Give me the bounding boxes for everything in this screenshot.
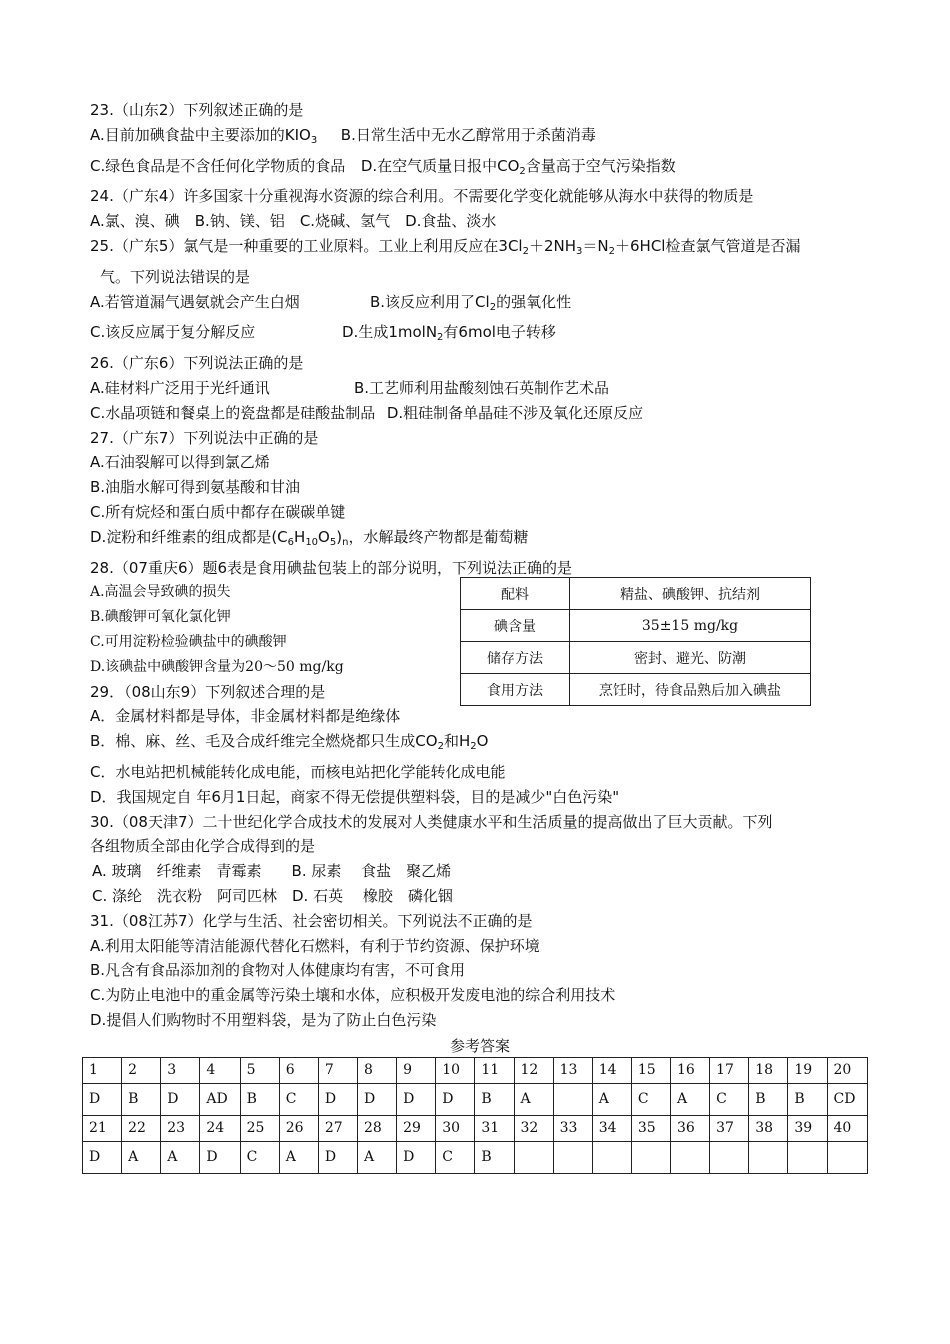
table-cell: B: [475, 1083, 514, 1115]
table-cell: 2: [122, 1057, 161, 1083]
q31-option-a: A.利用太阳能等清洁能源代替化石燃料，有利于节约资源、保护环境: [90, 936, 540, 955]
answers-row-nums-1: [83, 1057, 868, 1083]
table-cell: 配料: [461, 578, 570, 610]
table-cell: CD: [827, 1083, 867, 1115]
table-cell: [749, 1141, 788, 1173]
q26-stem: 26.（广东6）下列说法正确的是: [90, 354, 304, 373]
table-cell: 34: [592, 1115, 631, 1141]
table-row: [461, 642, 811, 674]
q27-option-c: C.所有烷烃和蛋白质中都存在碳碳单键: [90, 502, 346, 521]
q31-stem: 31.（08江苏7）化学与生活、社会密切相关。下列说法不正确的是: [90, 911, 533, 930]
q28-option-a: A.高温会导致碘的损失: [90, 584, 231, 601]
q23-option-d: D.在空气质量日报中$CO_2$含量高于空气污染指数: [360, 156, 676, 177]
document-page: [90, 98, 870, 1174]
table-cell: A: [279, 1141, 318, 1173]
table-cell: C: [710, 1083, 749, 1115]
q24-options: A.氯、溴、碘 B.钠、镁、铝 C.烧碱、氢气 D.食盐、淡水: [90, 212, 497, 231]
table-cell: 密封、避光、防潮: [570, 642, 811, 674]
table-cell: A: [514, 1083, 553, 1115]
table-cell: A: [592, 1083, 631, 1115]
table-cell: 36: [671, 1115, 710, 1141]
table-cell: 16: [671, 1057, 710, 1083]
table-cell: 9: [397, 1057, 436, 1083]
q25-option-a: A.若管道漏气遇氨就会产生白烟: [90, 292, 300, 311]
q30-stem: 30.（08天津7）二十世纪化学合成技术的发展对人类健康水平和生活质量的提高做出了巨大贡献。下列: [90, 812, 773, 831]
table-cell: 6: [279, 1057, 318, 1083]
table-cell: 19: [788, 1057, 827, 1083]
table-cell: C: [631, 1083, 670, 1115]
table-cell: 10: [436, 1057, 475, 1083]
q31-option-d: D.提倡人们购物时不用塑料袋，是为了防止白色污染: [90, 1010, 437, 1029]
table-cell: 28: [358, 1115, 397, 1141]
q25-options-cd: [90, 320, 870, 351]
table-cell: B: [240, 1083, 279, 1115]
q28-option-c: C.可用淀粉检验碘盐中的碘酸钾: [90, 633, 287, 650]
table-cell: D: [436, 1083, 475, 1115]
q29-option-a: A．金属材料都是导体，非金属材料都是绝缘体: [90, 707, 401, 726]
q27-stem: 27.（广东7）下列说法中正确的是: [90, 428, 319, 447]
q25-stem: 25.（广东5）氯气是一种重要的工业原料。工业上利用反应在$3Cl_2+2NH_3=N_2+6HCl$检查氯气管道是否漏: [90, 236, 801, 257]
table-cell: A: [122, 1141, 161, 1173]
table-cell: 23: [161, 1115, 200, 1141]
table-cell: 11: [475, 1057, 514, 1083]
q25-option-b: B.该反应利用了$Cl_2$的强氧化性: [370, 292, 572, 313]
answers-title: 参考答案: [449, 1036, 510, 1055]
q29-option-d: D．我国规定自 年6月1日起，商家不得无偿提供塑料袋，目的是减少"白色污染": [90, 787, 620, 806]
q31-option-c: C.为防止电池中的重金属等污染土壤和水体，应积极开发废电池的综合利用技术: [90, 986, 616, 1005]
table-cell: 12: [514, 1057, 553, 1083]
answers-row-ans-2: [83, 1141, 868, 1173]
table-cell: 37: [710, 1115, 749, 1141]
q23-options-cd: [90, 154, 870, 185]
table-cell: 碘含量: [461, 610, 570, 642]
salt-label-table: [460, 577, 811, 706]
table-cell: D: [397, 1083, 436, 1115]
table-cell: C: [279, 1083, 318, 1115]
table-cell: D: [318, 1083, 357, 1115]
q25-options-ab: [90, 290, 870, 321]
table-cell: 24: [200, 1115, 240, 1141]
q30-options-cd: C. 涤纶 洗衣粉 阿司匹林 D. 石英 橡胶 磷化铟: [92, 886, 453, 905]
table-cell: 31: [475, 1115, 514, 1141]
q26-option-b: B.工艺师利用盐酸刻蚀石英制作艺术品: [354, 378, 610, 397]
q30-stem-cont: 各组物质全部由化学合成得到的是: [90, 837, 316, 856]
table-cell: [553, 1083, 592, 1115]
q23-options-ab: [90, 123, 870, 154]
table-cell: 26: [279, 1115, 318, 1141]
table-cell: 20: [827, 1057, 867, 1083]
q23-option-a: A.目前加碘食盐中主要添加的$KIO_3$: [90, 125, 318, 146]
table-cell: 25: [240, 1115, 279, 1141]
table-cell: C: [436, 1141, 475, 1173]
table-cell: A: [358, 1141, 397, 1173]
table-cell: 40: [827, 1115, 867, 1141]
q28-option-b: B.碘酸钾可氧化氯化钾: [90, 609, 231, 626]
q27-option-d: D.淀粉和纤维素的组成都是$(C_6H_{10}O_5)_n$，水解最终产物都是葡萄糖: [90, 527, 529, 548]
table-cell: D: [161, 1083, 200, 1115]
table-cell: C: [240, 1141, 279, 1173]
table-cell: [827, 1141, 867, 1173]
q26-options-ab: [90, 376, 870, 401]
table-cell: D: [83, 1083, 122, 1115]
table-cell: A: [161, 1141, 200, 1173]
q27-option-b: B.油脂水解可得到氨基酸和甘油: [90, 478, 301, 497]
q31-option-b: B.凡含有食品添加剂的食物对人体健康均有害，不可食用: [90, 961, 466, 980]
table-cell: D: [318, 1141, 357, 1173]
table-cell: B: [749, 1083, 788, 1115]
q26-option-a: A.硅材料广泛用于光纤通讯: [90, 378, 270, 397]
table-cell: 14: [592, 1057, 631, 1083]
q25-stem-cont: 气。下列说法错误的是: [100, 267, 251, 286]
table-cell: D: [358, 1083, 397, 1115]
q25-option-c: C.该反应属于复分解反应: [90, 323, 256, 342]
table-cell: [631, 1141, 670, 1173]
table-cell: 29: [397, 1115, 436, 1141]
table-cell: 35: [631, 1115, 670, 1141]
table-cell: 30: [436, 1115, 475, 1141]
table-cell: 38: [749, 1115, 788, 1141]
q28-option-d: D.该碘盐中碘酸钾含量为20～50 mg/kg: [90, 658, 344, 675]
table-cell: 18: [749, 1057, 788, 1083]
table-cell: D: [83, 1141, 122, 1173]
table-cell: A: [671, 1083, 710, 1115]
q23-option-c: C.绿色食品是不含任何化学物质的食品: [90, 156, 346, 175]
table-cell: 27: [318, 1115, 357, 1141]
table-cell: [553, 1141, 592, 1173]
table-cell: [788, 1141, 827, 1173]
table-cell: 22: [122, 1115, 161, 1141]
table-cell: 3: [161, 1057, 200, 1083]
q30-options-ab: A. 玻璃 纤维素 青霉素 B. 尿素 食盐 聚乙烯: [92, 862, 452, 881]
table-cell: 33: [553, 1115, 592, 1141]
table-cell: 21: [83, 1115, 122, 1141]
table-cell: 储存方法: [461, 642, 570, 674]
q28-body: [90, 580, 870, 704]
q23-option-b: B.日常生活中无水乙醇常用于杀菌消毒: [340, 125, 596, 144]
q29-option-b: B．棉、麻、丝、毛及合成纤维完全燃烧都只生成$CO_2$和$H_2O$: [90, 732, 489, 753]
q28-stem: 28.（07重庆6）题6表是食用碘盐包装上的部分说明，下列说法正确的是: [90, 558, 573, 577]
table-cell: 烹饪时，待食品熟后加入碘盐: [570, 674, 811, 706]
table-cell: AD: [200, 1083, 240, 1115]
table-row: [461, 610, 811, 642]
q29-option-c: C．水电站把机械能转化成电能，而核电站把化学能转化成电能: [90, 762, 506, 781]
table-cell: [514, 1141, 553, 1173]
table-row: [461, 578, 811, 610]
q29-stem: 29．（08山东9）下列叙述合理的是: [90, 682, 326, 701]
table-cell: 13: [553, 1057, 592, 1083]
table-cell: B: [475, 1141, 514, 1173]
table-cell: 食用方法: [461, 674, 570, 706]
table-cell: 39: [788, 1115, 827, 1141]
table-cell: 7: [318, 1057, 357, 1083]
q25-option-d: D.生成1molN$_2$有6mol电子转移: [342, 323, 556, 344]
table-cell: B: [788, 1083, 827, 1115]
table-cell: [592, 1141, 631, 1173]
table-cell: 35±15 mg/kg: [570, 610, 811, 642]
table-cell: [671, 1141, 710, 1173]
table-cell: 15: [631, 1057, 670, 1083]
q26-option-c: C.水晶项链和餐桌上的瓷盘都是硅酸盐制品: [90, 403, 376, 422]
table-cell: D: [200, 1141, 240, 1173]
q27-option-a: A.石油裂解可以得到氯乙烯: [90, 453, 270, 472]
table-cell: 精盐、碘酸钾、抗结剂: [570, 578, 811, 610]
table-cell: [710, 1141, 749, 1173]
table-cell: B: [122, 1083, 161, 1115]
table-cell: 17: [710, 1057, 749, 1083]
table-cell: D: [397, 1141, 436, 1173]
q24-stem: 24.（广东4）许多国家十分重视海水资源的综合利用。不需要化学变化就能够从海水中获得的物质是: [90, 187, 754, 206]
answers-row-ans-1: [83, 1083, 868, 1115]
table-cell: 5: [240, 1057, 279, 1083]
q26-options-cd: [90, 401, 870, 426]
table-cell: 1: [83, 1057, 122, 1083]
q23-stem: 23.（山东2）下列叙述正确的是: [90, 101, 304, 119]
table-cell: 8: [358, 1057, 397, 1083]
table-cell: 4: [200, 1057, 240, 1083]
q26-option-d: D.粗硅制备单晶硅不涉及氧化还原反应: [386, 403, 644, 422]
answers-row-nums-2: [83, 1115, 868, 1141]
table-row: [461, 674, 811, 706]
table-cell: 32: [514, 1115, 553, 1141]
answers-table: [82, 1057, 868, 1174]
